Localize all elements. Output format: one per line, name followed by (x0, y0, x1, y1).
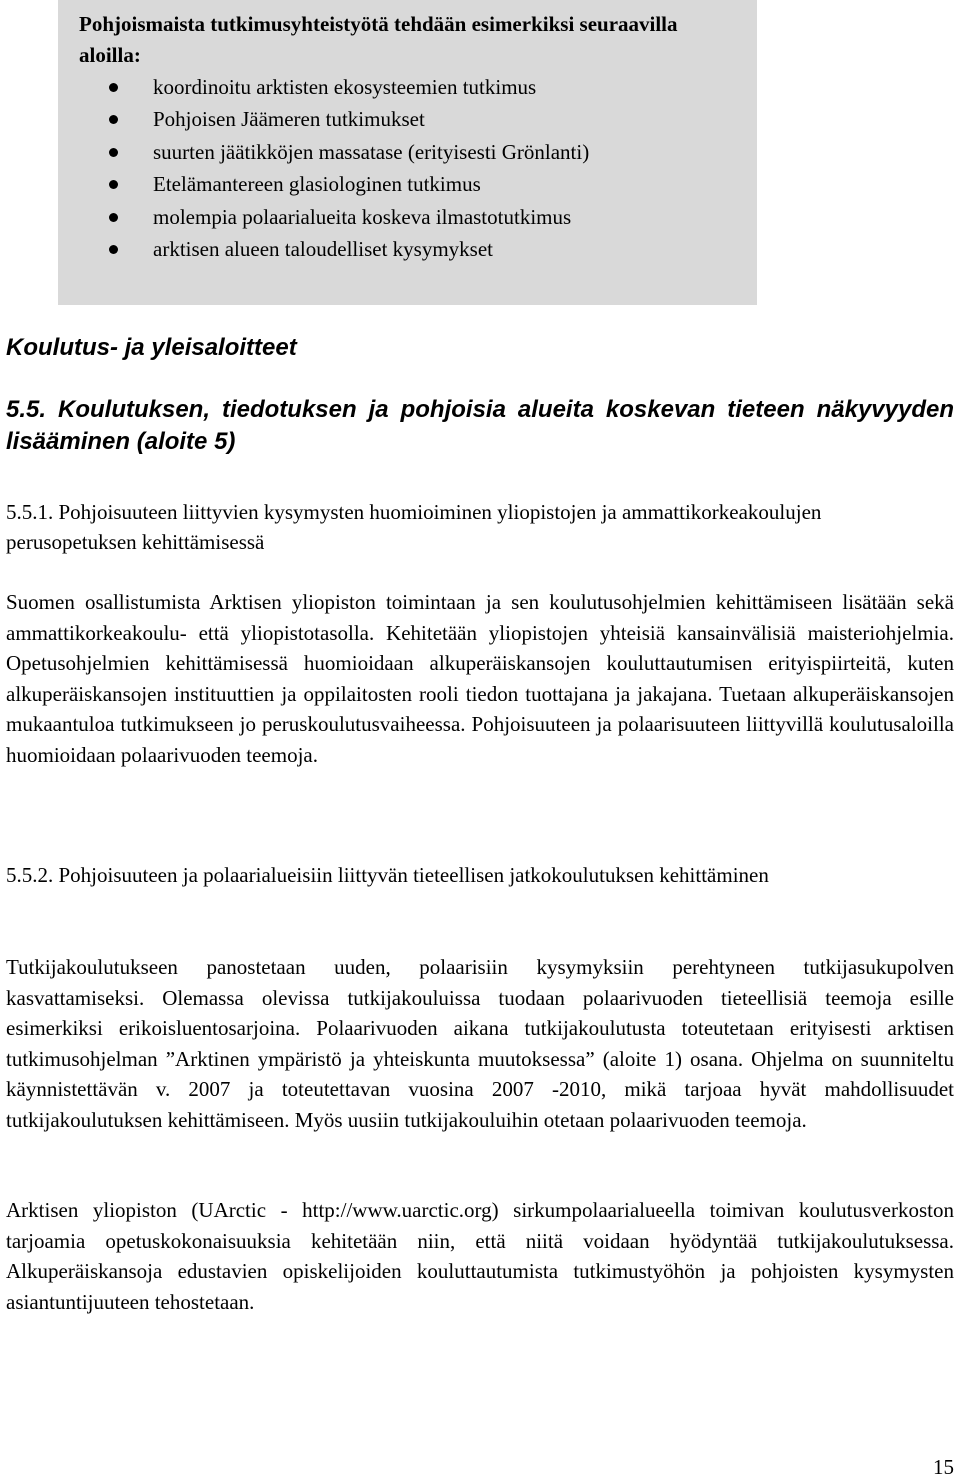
list-item: molempia polaarialueita koskeva ilmastotutkimus (79, 201, 589, 233)
bullet-icon (109, 115, 118, 124)
list-item: koordinoitu arktisten ekosysteemien tutkimus (79, 71, 589, 103)
bullet-icon (109, 213, 118, 222)
subsection-heading: 5.5. Koulutuksen, tiedotuksen ja pohjoisia alueita koskevan tieteen näkyvyyden lisääminen (aloite 5) (6, 396, 954, 455)
list-item: Etelämantereen glasiologinen tutkimus (79, 168, 589, 200)
bullet-icon (109, 180, 118, 189)
bullet-list (79, 71, 589, 265)
bullet-icon (109, 245, 118, 254)
bullet-icon (109, 83, 118, 92)
subsection-5-5-1-heading: 5.5.1. Pohjoisuuteen liittyvien kysymysten huomioiminen yliopistojen ja ammattikorkeakoulujen perusopetuksen kehittämisessä (6, 500, 822, 554)
subsection-5-5-2-heading: 5.5.2. Pohjoisuuteen ja polaarialueisiin liittyvän tieteellisen jatkokoulutuksen kehittäminen (6, 863, 769, 887)
subsection-5-5-2-paragraph-1: Tutkijakoulutukseen panostetaan uuden, polaarisiin kysymyksiin perehtyneen tutkijasukupolven kasvattamiseksi. Olemassa olevissa tutkijakouluissa tuodaan polaarivuoden tieteellisiä teemoja esille esimerkiksi erikoisluentosarjoina. Polaarivuoden aikana tutkijakoulutusta toteutetaan erityisesti arktisen tutkimusohjelman ”Arktinen ympäristö ja yhteiskunta muutoksessa” (aloite 1) osana. Ohjelma on suunniteltu käynnistettävän v. 2007 ja toteutettavan vuosina 2007 -2010, mikä tarjoaa hyvät mahdollisuudet tutkijakoulutuksen kehittämiseen. Myös uusiin tutkijakouluihin otetaan polaarivuoden teemoja. (6, 955, 954, 1132)
section-heading: Koulutus- ja yleisaloitteet (6, 334, 297, 361)
list-item: arktisen alueen taloudelliset kysymykset (79, 233, 589, 265)
list-item: suurten jäätikköjen massatase (erityisesti Grönlanti) (79, 136, 589, 168)
subsection-5-5-1-paragraph: Suomen osallistumista Arktisen yliopiston toimintaan ja sen koulutusohjelmien kehittämiseen lisätään sekä ammattikorkeakoulu- että yliopistotasolla. Kehitetään yliopistojen yhteisiä kansainvälisiä maisteriohjelmia. Opetusohjelmien kehittämisessä huomioidaan alkuperäiskansojen kouluttautumisen erityispiirteitä, kuten alkuperäiskansojen instituuttien ja oppilaitosten rooli tiedon tuottajana ja jakajana. Tuetaan alkuperäiskansojen mukaantuloa tutkimukseen jo peruskoulutusvaiheessa. Pohjoisuuteen ja polaarisuuteen liittyvillä koulutusaloilla huomioidaan polaarivuoden teemoja. (6, 590, 954, 767)
bullet-icon (109, 148, 118, 157)
subsection-5-5-2-paragraph-2: Arktisen yliopiston (UArctic - http://www.uarctic.org) sirkumpolaarialueella toimivan koulutusverkoston tarjoamia opetuskokonaisuuksia kehitetään niin, että niitä voidaan hyödyntää tutkijakoulutuksessa. Alkuperäiskansoja edustavien opiskelijoiden kouluttautumista tutkimustyöhön ja pohjoisten kysymysten asiantuntijuuteen tehostetaan. (6, 1198, 954, 1314)
page-number: 15 (933, 1455, 954, 1479)
box-title: Pohjoismaista tutkimusyhteistyötä tehdään esimerkiksi seuraavilla aloilla: (79, 12, 678, 67)
list-item: Pohjoisen Jäämeren tutkimukset (79, 103, 589, 135)
